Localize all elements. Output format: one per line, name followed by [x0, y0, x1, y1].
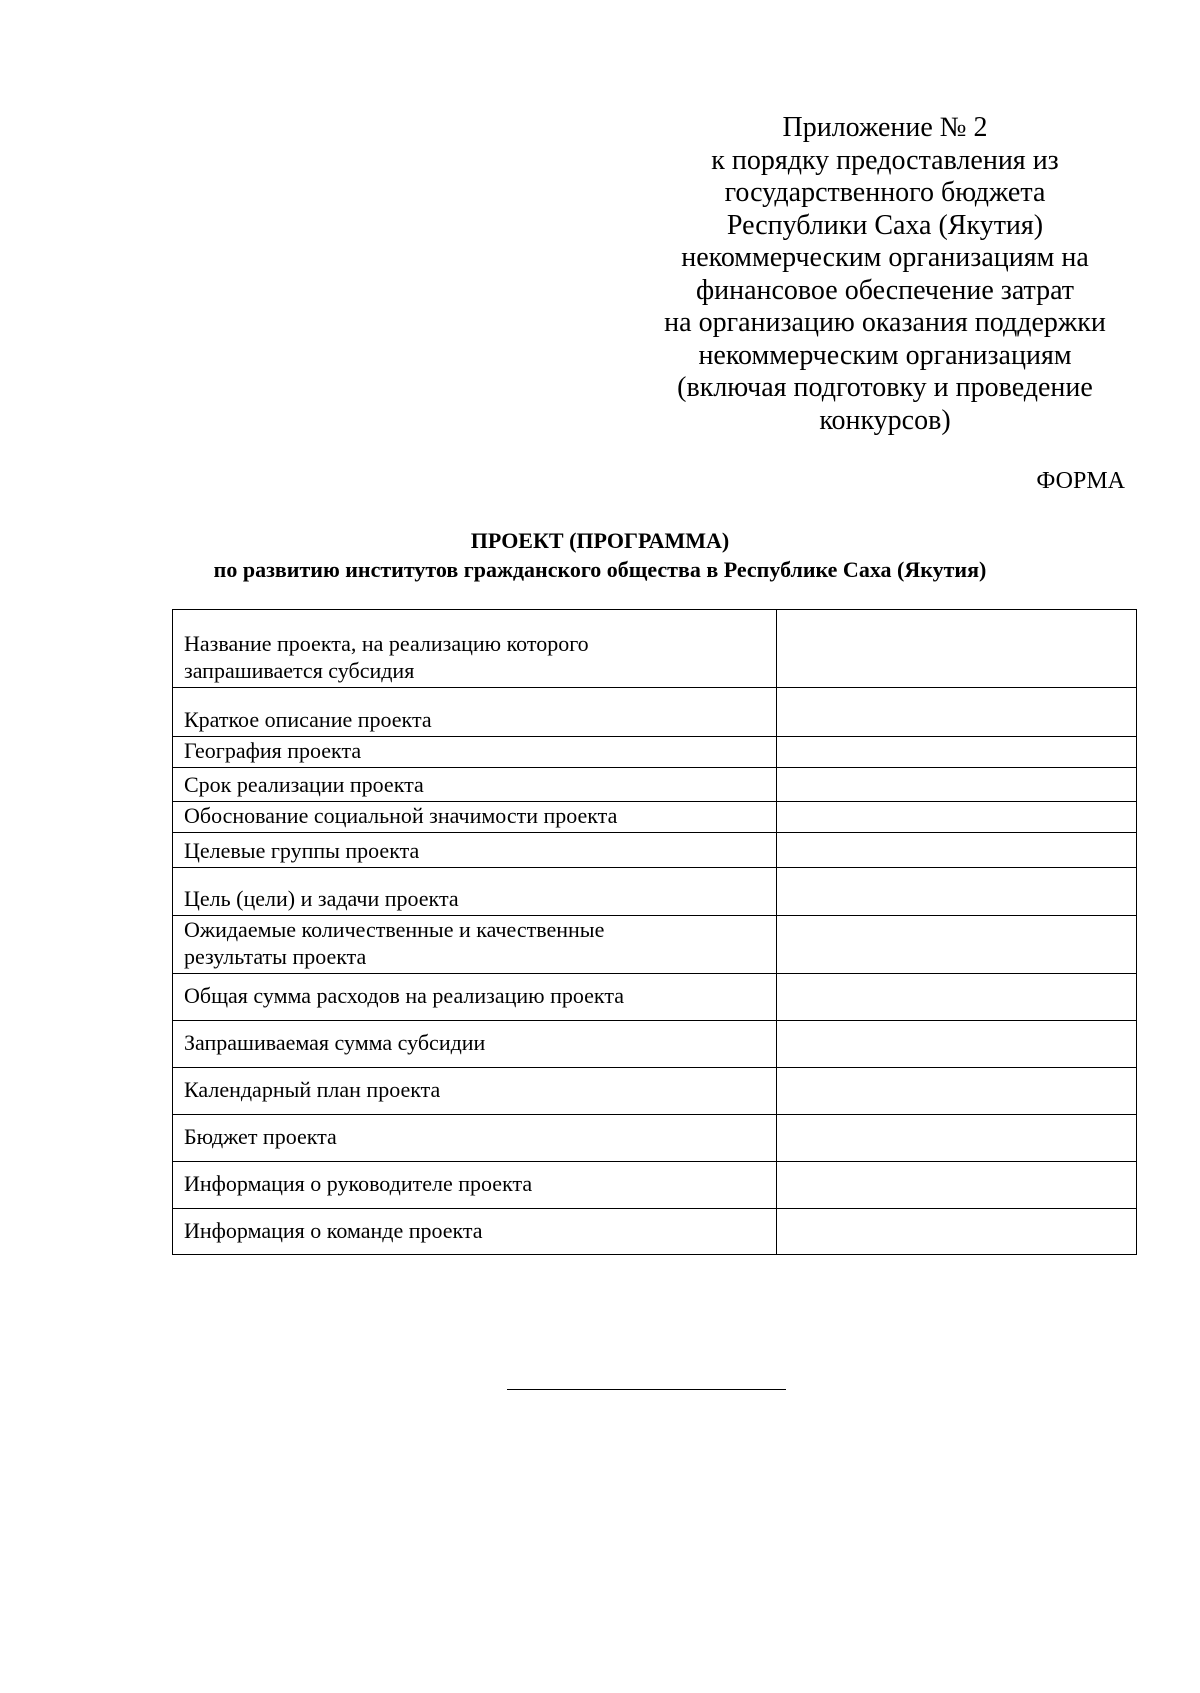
table-row [173, 610, 1137, 688]
row-label-line: Информация о команде проекта [184, 1217, 483, 1243]
row-label-line: География проекта [184, 738, 362, 763]
appendix-line: государственного бюджета [724, 177, 1046, 208]
table-row [173, 1021, 1137, 1068]
row-value-cell[interactable] [777, 1115, 1137, 1162]
row-value-cell[interactable] [777, 1162, 1137, 1209]
table-row [173, 768, 1137, 802]
row-value-cell[interactable] [777, 1068, 1137, 1115]
row-value-cell[interactable] [777, 688, 1137, 737]
row-label-line: Целевые группы проекта [184, 838, 420, 863]
table-row [173, 737, 1137, 768]
table-row [173, 1162, 1137, 1209]
row-label-line: Срок реализации проекта [184, 772, 424, 797]
row-label [173, 688, 777, 737]
document-title-line1: ПРОЕКТ (ПРОГРАММА) [470, 528, 730, 553]
row-value-cell[interactable] [777, 768, 1137, 802]
row-label [173, 916, 777, 974]
row-label-line: запрашивается субсидия [184, 658, 415, 683]
appendix-line: некоммерческим организациям [698, 339, 1072, 371]
table-row [173, 974, 1137, 1021]
table-row [173, 1209, 1137, 1255]
appendix-line: конкурсов) [819, 404, 951, 436]
row-value-cell[interactable] [777, 1021, 1137, 1068]
row-label [173, 1068, 777, 1115]
row-label [173, 1162, 777, 1209]
row-label-line: Название проекта, на реализацию которого [184, 631, 589, 656]
appendix-line: на организацию оказания поддержки [664, 307, 1106, 338]
row-label-line: Краткое описание проекта [184, 707, 432, 732]
row-label [173, 868, 777, 916]
appendix-line: финансовое обеспечение затрат [695, 274, 1075, 306]
row-label-line: Информация о руководителе проекта [184, 1171, 533, 1196]
row-value-cell[interactable] [777, 833, 1137, 868]
table-row [173, 868, 1137, 916]
row-label-line: Цель (цели) и задачи проекта [184, 886, 459, 911]
appendix-line: (включая подготовку и проведение [677, 372, 1093, 403]
row-label-line: Бюджет проекта [184, 1124, 337, 1149]
row-label [173, 802, 777, 833]
document-title-line2: по развитию институтов гражданского общества в Республике Саха (Якутия) [213, 557, 987, 582]
table-row [173, 1068, 1137, 1115]
row-label [173, 974, 777, 1021]
row-value-cell[interactable] [777, 916, 1137, 974]
appendix-line: к порядку предоставления из [711, 144, 1059, 176]
row-label-line: Общая сумма расходов на реализацию проекта [184, 983, 624, 1008]
row-label-line: Обоснование социальной значимости проекта [184, 803, 618, 828]
row-label [173, 768, 777, 802]
appendix-line: Приложение № 2 [782, 112, 988, 143]
row-label-line: Календарный план проекта [184, 1077, 441, 1102]
table-row [173, 802, 1137, 833]
row-label [173, 1021, 777, 1068]
table-row [173, 916, 1137, 974]
row-label-line: результаты проекта [184, 944, 367, 969]
row-label-line: Ожидаемые количественные и качественные [184, 917, 605, 942]
row-value-cell[interactable] [777, 610, 1137, 688]
appendix-line: некоммерческим организациям на [681, 242, 1089, 273]
row-label [173, 610, 777, 688]
row-label [173, 737, 777, 768]
signature-line [507, 1389, 786, 1390]
appendix-line: Республики Саха (Якутия) [726, 209, 1044, 241]
project-form-table [172, 609, 1137, 1255]
row-label [173, 1115, 777, 1162]
table-row [173, 833, 1137, 868]
row-value-cell[interactable] [777, 802, 1137, 833]
row-label [173, 833, 777, 868]
form-label: ФОРМА [1036, 468, 1125, 494]
row-label [173, 1209, 777, 1255]
document-title [0, 526, 1200, 584]
table-row [173, 1115, 1137, 1162]
appendix-header [640, 112, 1130, 437]
row-value-cell[interactable] [777, 868, 1137, 916]
row-value-cell[interactable] [777, 1209, 1137, 1255]
row-value-cell[interactable] [777, 737, 1137, 768]
row-label-line: Запрашиваемая сумма субсидии [184, 1030, 486, 1055]
row-value-cell[interactable] [777, 974, 1137, 1021]
table-row [173, 688, 1137, 737]
